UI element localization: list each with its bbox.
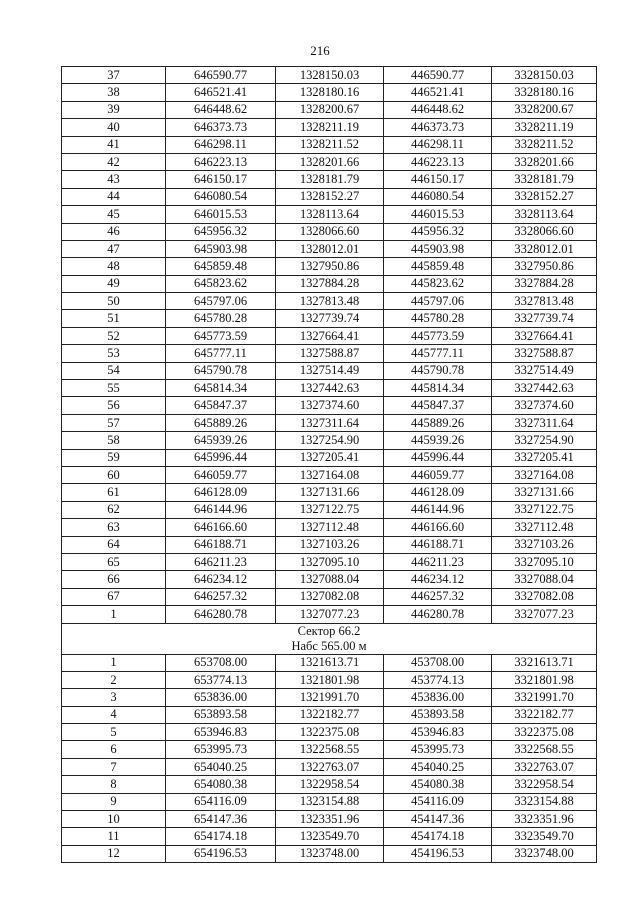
table-cell: 3327813.48 — [492, 293, 597, 310]
table-cell: 3327950.86 — [492, 258, 597, 275]
table-cell: 645790.78 — [166, 362, 276, 379]
table-cell: 645780.28 — [166, 310, 276, 327]
table-cell: 645889.26 — [166, 414, 276, 431]
table-cell: 62 — [62, 501, 166, 518]
table-cell: 446257.32 — [384, 588, 492, 605]
table-cell: 445797.06 — [384, 293, 492, 310]
section-header — [62, 623, 597, 654]
table-cell: 646298.11 — [166, 136, 276, 153]
table-cell: 49 — [62, 275, 166, 292]
table-cell: 3328201.66 — [492, 153, 597, 170]
table-row — [62, 67, 597, 84]
table-cell: 1322375.08 — [276, 724, 384, 741]
table-cell: 7 — [62, 758, 166, 775]
table-cell: 1327884.28 — [276, 275, 384, 292]
table-cell: 654040.25 — [166, 758, 276, 775]
table-body-a — [62, 67, 597, 624]
table-cell: 3328066.60 — [492, 223, 597, 240]
table-cell: 53 — [62, 345, 166, 362]
table-cell: 42 — [62, 153, 166, 170]
table-row — [62, 776, 597, 793]
table-cell: 47 — [62, 240, 166, 257]
table-row — [62, 741, 597, 758]
table-row — [62, 724, 597, 741]
table-cell: 646150.17 — [166, 171, 276, 188]
table-cell: 3327739.74 — [492, 310, 597, 327]
table-cell: 645773.59 — [166, 327, 276, 344]
table-cell: 1328211.52 — [276, 136, 384, 153]
table-cell: 645777.11 — [166, 345, 276, 362]
table-cell: 445847.37 — [384, 397, 492, 414]
table-cell: 445859.48 — [384, 258, 492, 275]
table-cell: 3327588.87 — [492, 345, 597, 362]
table-cell: 3327254.90 — [492, 432, 597, 449]
table-row — [62, 606, 597, 623]
table-cell: 37 — [62, 67, 166, 84]
table-cell: 3328181.79 — [492, 171, 597, 188]
table-cell: 653774.13 — [166, 671, 276, 688]
table-cell: 1323748.00 — [276, 845, 384, 862]
table-cell: 654116.09 — [166, 793, 276, 810]
table-cell: 10 — [62, 811, 166, 828]
table-cell: 39 — [62, 101, 166, 118]
table-cell: 445956.32 — [384, 223, 492, 240]
table-cell: 446448.62 — [384, 101, 492, 118]
table-cell: 446188.71 — [384, 536, 492, 553]
table-cell: 1322182.77 — [276, 706, 384, 723]
table-row — [62, 793, 597, 810]
table-cell: 646590.77 — [166, 67, 276, 84]
table-cell: 3322763.07 — [492, 758, 597, 775]
table-row — [62, 654, 597, 671]
table-cell: 3327103.26 — [492, 536, 597, 553]
table-cell: 55 — [62, 380, 166, 397]
table-cell: 445777.11 — [384, 345, 492, 362]
table-cell: 653995.73 — [166, 741, 276, 758]
table-cell: 1327112.48 — [276, 519, 384, 536]
table-cell: 3327088.04 — [492, 571, 597, 588]
table-cell: 1328181.79 — [276, 171, 384, 188]
table-cell: 445903.98 — [384, 240, 492, 257]
table-cell: 1321801.98 — [276, 671, 384, 688]
table-row — [62, 101, 597, 118]
table-cell: 445790.78 — [384, 362, 492, 379]
table-cell: 445823.62 — [384, 275, 492, 292]
table-cell: 645996.44 — [166, 449, 276, 466]
table-row — [62, 327, 597, 344]
table-cell: 1321613.71 — [276, 654, 384, 671]
table-cell: 67 — [62, 588, 166, 605]
table-cell: 446144.96 — [384, 501, 492, 518]
table-cell: 1327205.41 — [276, 449, 384, 466]
table-cell: 446373.73 — [384, 119, 492, 136]
table-cell: 454196.53 — [384, 845, 492, 862]
table-cell: 653946.83 — [166, 724, 276, 741]
table-cell: 446234.12 — [384, 571, 492, 588]
table-row — [62, 484, 597, 501]
table-cell: 3327131.66 — [492, 484, 597, 501]
table-row — [62, 553, 597, 570]
table-cell: 1328201.66 — [276, 153, 384, 170]
table-cell: 66 — [62, 571, 166, 588]
table-cell: 61 — [62, 484, 166, 501]
table-row — [62, 310, 597, 327]
table-cell: 646144.96 — [166, 501, 276, 518]
table-row — [62, 536, 597, 553]
table-row — [62, 671, 597, 688]
table-cell: 60 — [62, 466, 166, 483]
table-cell: 646188.71 — [166, 536, 276, 553]
table-row — [62, 380, 597, 397]
table-cell: 3327442.63 — [492, 380, 597, 397]
table-cell: 3322375.08 — [492, 724, 597, 741]
table-cell: 646521.41 — [166, 84, 276, 101]
table-cell: 454040.25 — [384, 758, 492, 775]
table-row — [62, 706, 597, 723]
table-row — [62, 136, 597, 153]
table-cell: 453774.13 — [384, 671, 492, 688]
table-cell: 1327082.08 — [276, 588, 384, 605]
table-cell: 454147.36 — [384, 811, 492, 828]
table-cell: 446590.77 — [384, 67, 492, 84]
table-cell: 646015.53 — [166, 206, 276, 223]
table-cell: 445889.26 — [384, 414, 492, 431]
section-subtitle: Набс 565.00 м — [291, 638, 367, 653]
page-number: 216 — [310, 43, 330, 58]
table-cell: 3327664.41 — [492, 327, 597, 344]
table-cell: 446080.54 — [384, 188, 492, 205]
table-cell: 46 — [62, 223, 166, 240]
table-cell: 445939.26 — [384, 432, 492, 449]
table-cell: 1327374.60 — [276, 397, 384, 414]
table-cell: 3327311.64 — [492, 414, 597, 431]
table-cell: 646128.09 — [166, 484, 276, 501]
section-cell — [62, 623, 597, 654]
table-cell: 645903.98 — [166, 240, 276, 257]
table-cell: 3321801.98 — [492, 671, 597, 688]
table-cell: 1322568.55 — [276, 741, 384, 758]
table-row — [62, 466, 597, 483]
table-row — [62, 449, 597, 466]
table-row — [62, 345, 597, 362]
table-cell: 654174.18 — [166, 828, 276, 845]
table-cell: 3321991.70 — [492, 689, 597, 706]
table-cell: 1327813.48 — [276, 293, 384, 310]
table-row — [62, 362, 597, 379]
table-row — [62, 397, 597, 414]
table-cell: 3327884.28 — [492, 275, 597, 292]
table-cell: 454174.18 — [384, 828, 492, 845]
table-row — [62, 275, 597, 292]
table-cell: 63 — [62, 519, 166, 536]
table-row — [62, 689, 597, 706]
table-cell: 1327588.87 — [276, 345, 384, 362]
table-cell: 3323154.88 — [492, 793, 597, 810]
table-cell: 45 — [62, 206, 166, 223]
table-cell: 5 — [62, 724, 166, 741]
table-cell: 54 — [62, 362, 166, 379]
table-cell: 653893.58 — [166, 706, 276, 723]
table-cell: 446280.78 — [384, 606, 492, 623]
table-cell: 646080.54 — [166, 188, 276, 205]
section-title: Сектор 66.2 — [297, 623, 361, 638]
table-cell: 43 — [62, 171, 166, 188]
table-cell: 645939.26 — [166, 432, 276, 449]
table-cell: 446015.53 — [384, 206, 492, 223]
table-cell: 3327082.08 — [492, 588, 597, 605]
table-cell: 1327077.23 — [276, 606, 384, 623]
table-row — [62, 206, 597, 223]
table-cell: 3327122.75 — [492, 501, 597, 518]
table-cell: 646059.77 — [166, 466, 276, 483]
table-cell: 3328150.03 — [492, 67, 597, 84]
table-cell: 59 — [62, 449, 166, 466]
table-cell: 11 — [62, 828, 166, 845]
table-row — [62, 188, 597, 205]
table-cell: 3323549.70 — [492, 828, 597, 845]
table-cell: 645823.62 — [166, 275, 276, 292]
table-cell: 1327739.74 — [276, 310, 384, 327]
table-cell: 38 — [62, 84, 166, 101]
table-cell: 446298.11 — [384, 136, 492, 153]
table-row — [62, 845, 597, 862]
table-cell: 1327254.90 — [276, 432, 384, 449]
table-cell: 8 — [62, 776, 166, 793]
table-cell: 3323351.96 — [492, 811, 597, 828]
section-row — [62, 623, 597, 654]
table-cell: 3327164.08 — [492, 466, 597, 483]
table-cell: 1322958.54 — [276, 776, 384, 793]
table-cell: 3327095.10 — [492, 553, 597, 570]
table-cell: 6 — [62, 741, 166, 758]
table-cell: 453836.00 — [384, 689, 492, 706]
table-cell: 52 — [62, 327, 166, 344]
table-cell: 453893.58 — [384, 706, 492, 723]
table-cell: 646373.73 — [166, 119, 276, 136]
table-row — [62, 501, 597, 518]
table-row — [62, 828, 597, 845]
table-cell: 1327164.08 — [276, 466, 384, 483]
table-cell: 1328150.03 — [276, 67, 384, 84]
table-cell: 3327112.48 — [492, 519, 597, 536]
table-row — [62, 758, 597, 775]
table-row — [62, 293, 597, 310]
table-cell: 1327664.41 — [276, 327, 384, 344]
table-cell: 3322182.77 — [492, 706, 597, 723]
table-cell: 9 — [62, 793, 166, 810]
table-row — [62, 432, 597, 449]
table-cell: 646223.13 — [166, 153, 276, 170]
table-cell: 3327077.23 — [492, 606, 597, 623]
table-cell: 56 — [62, 397, 166, 414]
table-row — [62, 414, 597, 431]
table-cell: 1327103.26 — [276, 536, 384, 553]
table-cell: 446166.60 — [384, 519, 492, 536]
table-cell: 1327442.63 — [276, 380, 384, 397]
table-cell: 65 — [62, 553, 166, 570]
table-cell: 3328113.64 — [492, 206, 597, 223]
table-cell: 1323351.96 — [276, 811, 384, 828]
table-cell: 3328012.01 — [492, 240, 597, 257]
table-cell: 1328066.60 — [276, 223, 384, 240]
table-cell: 1328152.27 — [276, 188, 384, 205]
table-cell: 645859.48 — [166, 258, 276, 275]
table-row — [62, 119, 597, 136]
table-cell: 654147.36 — [166, 811, 276, 828]
table-cell: 1327088.04 — [276, 571, 384, 588]
table-cell: 64 — [62, 536, 166, 553]
table-cell: 1327311.64 — [276, 414, 384, 431]
table-cell: 454116.09 — [384, 793, 492, 810]
table-cell: 50 — [62, 293, 166, 310]
table-cell: 1 — [62, 654, 166, 671]
table-cell: 1323549.70 — [276, 828, 384, 845]
table-cell: 646280.78 — [166, 606, 276, 623]
table-cell: 646257.32 — [166, 588, 276, 605]
table-cell: 3328180.16 — [492, 84, 597, 101]
table-cell: 58 — [62, 432, 166, 449]
table-cell: 41 — [62, 136, 166, 153]
table-row — [62, 171, 597, 188]
table-cell: 40 — [62, 119, 166, 136]
table-cell: 446128.09 — [384, 484, 492, 501]
table-row — [62, 153, 597, 170]
table-cell: 445814.34 — [384, 380, 492, 397]
table-cell: 645956.32 — [166, 223, 276, 240]
table-row — [62, 811, 597, 828]
table-cell: 4 — [62, 706, 166, 723]
table-cell: 1328200.67 — [276, 101, 384, 118]
table-cell: 445773.59 — [384, 327, 492, 344]
table-cell: 453946.83 — [384, 724, 492, 741]
table-cell: 3323748.00 — [492, 845, 597, 862]
table-cell: 1327950.86 — [276, 258, 384, 275]
table-cell: 1327514.49 — [276, 362, 384, 379]
table-row — [62, 240, 597, 257]
table-cell: 1327122.75 — [276, 501, 384, 518]
table-cell: 446059.77 — [384, 466, 492, 483]
table-cell: 454080.38 — [384, 776, 492, 793]
table-cell: 653708.00 — [166, 654, 276, 671]
table-cell: 1328180.16 — [276, 84, 384, 101]
table-cell: 2 — [62, 671, 166, 688]
table-cell: 3327514.49 — [492, 362, 597, 379]
table-cell: 446521.41 — [384, 84, 492, 101]
table-cell: 646234.12 — [166, 571, 276, 588]
table-row — [62, 571, 597, 588]
table-cell: 1327095.10 — [276, 553, 384, 570]
table-cell: 3322568.55 — [492, 741, 597, 758]
table-row — [62, 258, 597, 275]
table-cell: 453995.73 — [384, 741, 492, 758]
table-cell: 1 — [62, 606, 166, 623]
table-cell: 3328200.67 — [492, 101, 597, 118]
table-cell: 445996.44 — [384, 449, 492, 466]
table-cell: 3327205.41 — [492, 449, 597, 466]
table-cell: 646448.62 — [166, 101, 276, 118]
table-cell: 1328113.64 — [276, 206, 384, 223]
table-cell: 1327131.66 — [276, 484, 384, 501]
table-row — [62, 223, 597, 240]
table-cell: 3 — [62, 689, 166, 706]
table-cell: 645797.06 — [166, 293, 276, 310]
table-cell: 3321613.71 — [492, 654, 597, 671]
coordinates-table — [61, 66, 597, 863]
table-row — [62, 519, 597, 536]
table-cell: 3322958.54 — [492, 776, 597, 793]
table-cell: 446223.13 — [384, 153, 492, 170]
table-cell: 645814.34 — [166, 380, 276, 397]
table-cell: 3328211.19 — [492, 119, 597, 136]
table-cell: 654196.53 — [166, 845, 276, 862]
table-cell: 44 — [62, 188, 166, 205]
table-cell: 646166.60 — [166, 519, 276, 536]
table-cell: 3328152.27 — [492, 188, 597, 205]
table-cell: 453708.00 — [384, 654, 492, 671]
table-cell: 445780.28 — [384, 310, 492, 327]
table-cell: 646211.23 — [166, 553, 276, 570]
table-cell: 3327374.60 — [492, 397, 597, 414]
table-cell: 51 — [62, 310, 166, 327]
table-cell: 653836.00 — [166, 689, 276, 706]
table-cell: 48 — [62, 258, 166, 275]
table-row — [62, 84, 597, 101]
table-cell: 1321991.70 — [276, 689, 384, 706]
table-cell: 1322763.07 — [276, 758, 384, 775]
table-cell: 57 — [62, 414, 166, 431]
table-cell: 3328211.52 — [492, 136, 597, 153]
table-cell: 446150.17 — [384, 171, 492, 188]
table-body-b — [62, 654, 597, 863]
table-cell: 446211.23 — [384, 553, 492, 570]
table-cell: 12 — [62, 845, 166, 862]
table-row — [62, 588, 597, 605]
table-cell: 645847.37 — [166, 397, 276, 414]
table-cell: 1328211.19 — [276, 119, 384, 136]
table-cell: 1323154.88 — [276, 793, 384, 810]
table-cell: 1328012.01 — [276, 240, 384, 257]
table-cell: 654080.38 — [166, 776, 276, 793]
